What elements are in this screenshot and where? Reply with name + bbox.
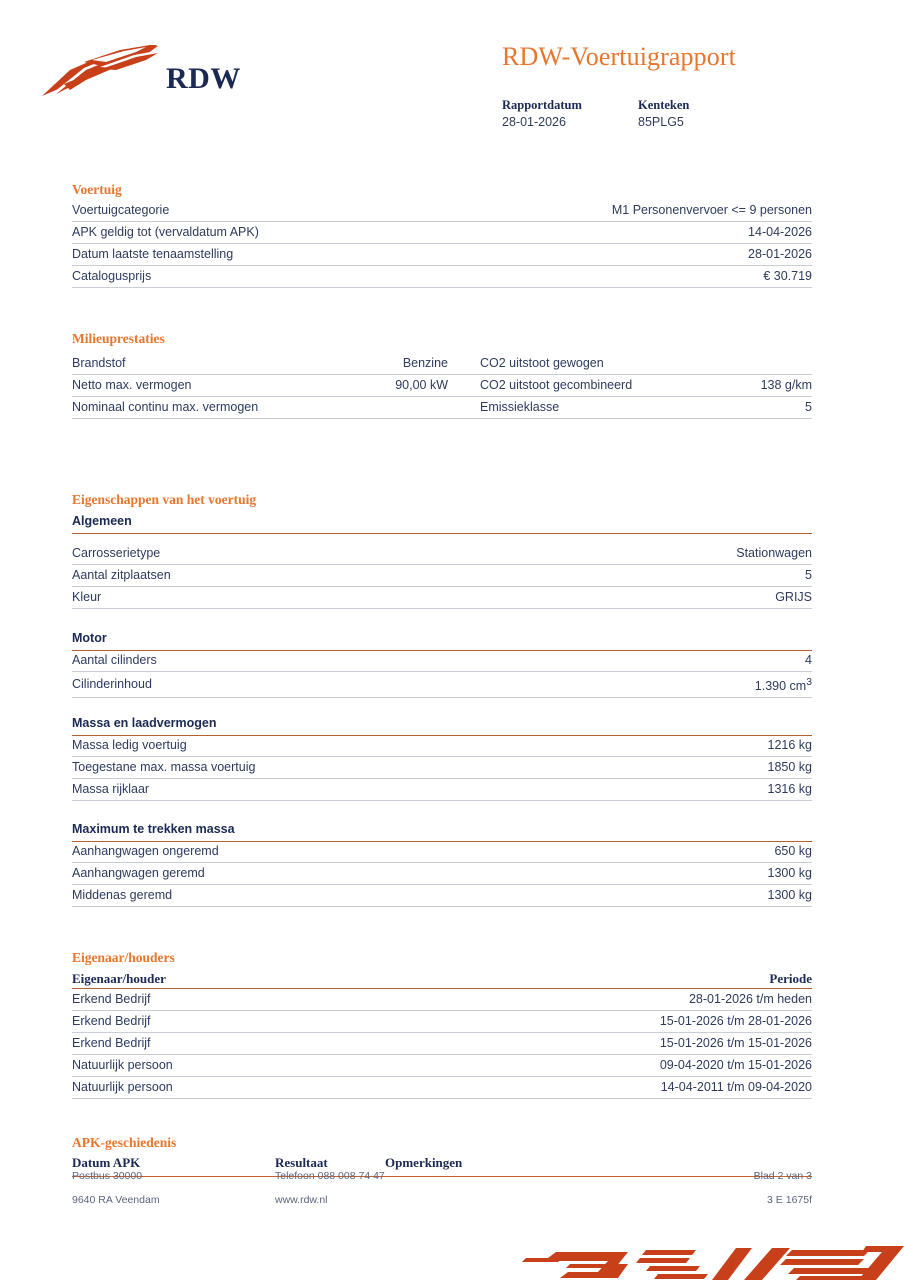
table-row [72,757,812,779]
row-value: 650 kg [640,841,812,863]
row-value-right: 5 [678,397,812,419]
section-title-apk: APK-geschiedenis [72,1135,177,1150]
owner-period: 09-04-2020 t/m 15-01-2026 [367,1055,812,1077]
footer-form-code: 3 E 1675f [767,1194,812,1206]
row-value: 1316 kg [668,779,812,801]
row-label: Carrosserietype [72,543,491,565]
rdw-arrow-logo-icon [40,40,162,102]
section-title-eigenaars: Eigenaar/houders [72,950,175,965]
row-value: 14-04-2026 [429,222,812,244]
table-row [72,200,812,222]
row-label: Middenas geremd [72,885,640,907]
table-row [72,397,812,419]
owner-name: Erkend Bedrijf [72,1011,367,1033]
kenteken-label: Kenteken [638,98,690,112]
row-label-left: Brandstof [72,353,272,375]
rdw-logo [40,28,320,108]
table-row [72,587,812,609]
row-value: € 30.719 [429,266,812,288]
owner-period: 14-04-2011 t/m 09-04-2020 [367,1077,812,1099]
table-row [72,735,812,757]
table-row [72,266,812,288]
row-label-right: CO2 uitstoot gewogen [458,353,678,375]
row-label: Cilinderinhoud [72,672,514,698]
table-row [72,222,812,244]
row-value: 28-01-2026 [429,244,812,266]
table-row [72,1077,812,1099]
meta-kenteken [638,98,689,132]
footer-website[interactable]: www.rdw.nl [275,1194,328,1206]
table-row [72,779,812,801]
row-value: 1216 kg [668,735,812,757]
meta-rapportdatum [502,98,638,132]
row-value-right: 138 g/km [678,375,812,397]
table-row [72,1011,812,1033]
row-label: Massa ledig voertuig [72,735,668,757]
row-label: Aanhangwagen geremd [72,863,640,885]
owner-name: Natuurlijk persoon [72,1077,367,1099]
column-header-apk-result: Resultaat [275,1155,328,1170]
row-label: Kleur [72,587,491,609]
section-title-voertuig: Voertuig [72,182,122,197]
row-label: Massa rijklaar [72,779,668,801]
table-row [72,565,812,587]
row-label-right: Emissieklasse [458,397,678,419]
owner-period: 15-01-2026 t/m 28-01-2026 [367,1011,812,1033]
row-label-left: Netto max. vermogen [72,375,272,397]
row-label: Aantal cilinders [72,650,514,672]
subsection-title-motor: Motor [72,631,107,645]
row-value: 1300 kg [640,885,812,907]
table-algemeen [72,543,812,609]
table-row [72,885,812,907]
subsection-title-massa: Massa en laadvermogen [72,716,217,730]
row-value: 5 [491,565,812,587]
table-trekken [72,841,812,907]
kenteken-value: 85PLG5 [638,115,684,129]
table-milieuprestaties [72,353,812,419]
section-title-eigenschappen: Eigenschappen van het voertuig [72,492,257,507]
table-row [72,543,812,565]
table-row [72,650,812,672]
section-title-milieuprestaties: Milieuprestaties [72,331,165,346]
table-row [72,353,812,375]
row-value: 1300 kg [640,863,812,885]
footer-telefoon: Telefoon 088 008 74 47 [275,1170,385,1182]
footer-plaats: 9640 RA Veendam [72,1194,160,1206]
rapportdatum-value: 28-01-2026 [502,115,566,129]
row-value-superscript: 3 [806,677,812,688]
owner-period: 15-01-2026 t/m 15-01-2026 [367,1033,812,1055]
table-row [72,1033,812,1055]
table-row [72,989,812,1011]
row-label-left: Nominaal continu max. vermogen [72,397,272,419]
rdw-wordmark: RDW [166,62,241,95]
row-value-left [272,397,458,419]
column-header-apk-remarks: Opmerkingen [385,1155,463,1170]
table-row [72,244,812,266]
row-value: 1850 kg [668,757,812,779]
rdw-speedlines-graphic-icon [500,1228,904,1280]
subsection-title-trekken: Maximum te trekken massa [72,822,235,836]
row-label: Datum laatste tenaamstelling [72,244,429,266]
owner-name: Erkend Bedrijf [72,1033,367,1055]
table-motor [72,650,812,698]
table-voertuig [72,200,812,288]
row-value-right [678,353,812,375]
table-row [72,863,812,885]
row-value: GRIJS [491,587,812,609]
footer-page-number: Blad 2 van 3 [753,1170,812,1182]
rule [72,533,812,534]
row-label: Aanhangwagen ongeremd [72,841,640,863]
table-eigenaars [72,968,812,1099]
table-row [72,672,812,698]
row-label: Aantal zitplaatsen [72,565,491,587]
row-label-right: CO2 uitstoot gecombineerd [458,375,678,397]
page-title: RDW-Voertuigrapport [502,42,736,71]
owner-period: 28-01-2026 t/m heden [367,989,812,1011]
row-value: M1 Personenvervoer <= 9 personen [429,200,812,222]
owner-name: Erkend Bedrijf [72,989,367,1011]
report-meta [502,98,862,132]
table-header-row [72,968,812,989]
row-value: 4 [514,650,812,672]
row-value-left: 90,00 kW [272,375,458,397]
page-footer [72,1170,812,1218]
row-label: Voertuigcategorie [72,200,429,222]
table-massa [72,735,812,801]
row-label: Toegestane max. massa voertuig [72,757,668,779]
column-header-owner: Eigenaar/houder [72,968,367,989]
rapportdatum-label: Rapportdatum [502,98,582,112]
row-label: APK geldig tot (vervaldatum APK) [72,222,429,244]
table-row [72,1055,812,1077]
row-value-left: Benzine [272,353,458,375]
owner-name: Natuurlijk persoon [72,1055,367,1077]
row-value: Stationwagen [491,543,812,565]
table-row [72,841,812,863]
row-label: Catalogusprijs [72,266,429,288]
footer-postbus: Postbus 30000 [72,1170,143,1182]
column-header-period: Periode [367,968,812,989]
table-row [72,375,812,397]
subsection-title-algemeen: Algemeen [72,514,132,528]
row-value-text: 1.390 cm [754,679,807,694]
column-header-apk-date: Datum APK [72,1155,141,1170]
row-value [514,672,812,698]
